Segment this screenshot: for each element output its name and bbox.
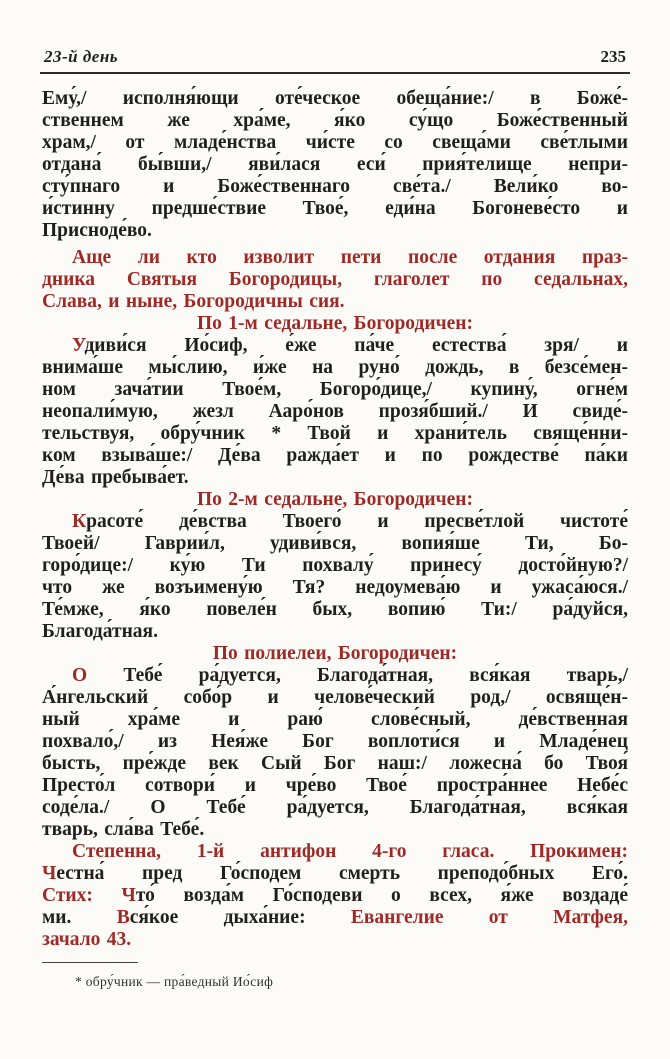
body-text-run: неопали́мую, жезл Ааро́нов прозя́бший./ И свиде́- <box>42 401 628 422</box>
page-number: 235 <box>600 47 626 66</box>
text-line <box>42 247 628 269</box>
text-line <box>42 445 628 467</box>
body-text-run: естна́ пред Го́сподем смерть преподо́бных Его́. <box>56 863 628 884</box>
rubric-text-run: Ч <box>42 863 57 884</box>
page-header <box>44 47 626 67</box>
footnote-text: * обру́чник — пра́ведный Ио́сиф <box>75 974 274 989</box>
heading-sedalen-1 <box>42 313 628 335</box>
text-line <box>42 467 628 489</box>
text-line <box>42 841 628 863</box>
rubric-text-run: О <box>72 665 88 686</box>
text-line <box>42 198 628 220</box>
continuation-paragraph <box>42 88 628 242</box>
body-text-run: сту́пнаго и Боже́ственнаго све́та./ Вели́ко во- <box>42 176 628 197</box>
rubric-text-run: В <box>116 907 130 928</box>
rubric-text-run: По полиелеи, Богородичен: <box>212 643 458 664</box>
body-text-run: ся́кое дыха́ние: <box>129 907 351 928</box>
body-text-run: ный хра́ме и раю́ слове́сный, де́вственная <box>42 709 628 730</box>
rubric-text-run: Стих: Ч <box>42 885 136 906</box>
body-text-run: Те́мже, я́ко повеле́н бых, вопию́ Ти:/ ра́дуйся, <box>42 599 628 620</box>
text-line <box>42 291 628 313</box>
rubric-text-run: зачало 43. <box>42 929 132 950</box>
text-line <box>42 731 628 753</box>
body-text-run: то́ возда́м Го́сподеви о всех, я́же воздаде́ <box>135 885 629 906</box>
body-text-run: храм,/ от младе́нства чи́сте со свеща́ми све́тлыми <box>42 132 628 153</box>
text-line <box>42 511 628 533</box>
text-line <box>42 753 628 775</box>
theotokion-2 <box>42 511 628 643</box>
text-line <box>42 577 628 599</box>
rubric-text-run: По 1-м седальне, Богородичен: <box>197 313 473 334</box>
body-text-run: Присноде́во. <box>42 220 152 241</box>
body-text-run: ми. <box>42 907 117 928</box>
body-text-run: А́нгельский собо́р и челове́ческий род,/ освяще́н- <box>42 687 628 708</box>
text-line <box>42 220 628 242</box>
theotokion-polyeleos <box>42 665 628 841</box>
body-text-run: похвало́,/ из Нея́же Бог воплоти́ся и Младе́нец <box>42 731 628 752</box>
body-text-run: расоте́ де́вства Твоего́ и пресве́тлой чистоте́ <box>86 511 628 532</box>
body-text-run: и́стинну предше́ствие Твое́, еди́на Богоневе́сто и <box>42 198 628 219</box>
text-line <box>42 687 628 709</box>
body-text-run: Де́ва пребыва́ет. <box>42 467 189 488</box>
text-line <box>42 555 628 577</box>
body-text-run: горо́дице:/ ку́ю Ти похвалу́ принесу́ досто́йную?/ <box>42 555 628 576</box>
heading-polyeleos <box>42 643 628 665</box>
text-line <box>42 797 628 819</box>
text-line <box>42 599 628 621</box>
body-text-run: тварь, сла́ва Тебе́. <box>42 819 205 840</box>
theotokion-1 <box>42 335 628 489</box>
stepenna-prokeimenon <box>42 841 628 951</box>
text-line <box>42 885 628 907</box>
body-text-run: диви́ся Ио́сиф, е́же па́че естества́ зря/ и <box>84 335 628 356</box>
text-line <box>42 110 628 132</box>
text-line <box>42 357 628 379</box>
text-line <box>42 489 628 511</box>
text-line <box>42 929 628 951</box>
header-rule <box>40 72 630 74</box>
text-line <box>42 709 628 731</box>
liturgical-text-body <box>42 88 628 951</box>
text-line <box>42 819 628 841</box>
text-line <box>42 533 628 555</box>
rubric-text-run: К <box>72 511 87 532</box>
rubric-text-run: Слава, и ныне, Богородичны сия. <box>42 291 345 312</box>
text-line <box>42 88 628 110</box>
rubric-text-run: У <box>72 335 85 356</box>
text-line <box>42 313 628 335</box>
footnote-rule <box>42 962 138 963</box>
body-text-run: Твоей/ Гаврии́л, удиви́вся, вопия́ше Ти, Бо- <box>42 533 628 554</box>
rubric-text-run: Евангелие от Матфея, <box>350 907 628 928</box>
text-line <box>42 176 628 198</box>
text-line <box>42 643 628 665</box>
text-line <box>42 665 628 687</box>
body-text-run: соде́ла./ О Тебе́ ра́дуется, Благода́тная, вся́кая <box>42 797 628 818</box>
body-text-run: внима́ше мы́слию, и́же на руно́ дождь, в безсе́мен- <box>42 357 628 378</box>
body-text-run: отдана́ бы́вши,/ яви́лася еси́ прия́телище непри- <box>42 154 628 175</box>
text-line <box>42 423 628 445</box>
body-text-run: Тебе́ ра́дуется, Благода́тная, вся́кая тварь,/ <box>87 665 628 686</box>
heading-sedalen-2 <box>42 489 628 511</box>
body-text-run: Ему́,/ исполня́ющи оте́ческое обеща́ние:/ в Боже́- <box>42 88 628 109</box>
text-line <box>42 863 628 885</box>
rubric-text-run: Степенна, 1-й антифон 4-го гласа. Прокимен: <box>72 841 628 862</box>
body-text-run: ственнем же хра́ме, я́ко су́що Боже́ственный <box>42 110 628 131</box>
rubric-text-run: Аще ли кто изволит пети после отдания праз- <box>72 247 628 268</box>
body-text-run: бысть, пре́жде век Сый Бог наш:/ ложесна́ бо Твоя́ <box>42 753 628 774</box>
running-title: 23-й день <box>44 47 119 66</box>
text-line <box>42 775 628 797</box>
body-text-run: ком взыва́ше:/ Де́ва ражда́ет и по рождестве́ па́ки <box>42 445 628 466</box>
text-line <box>42 621 628 643</box>
body-text-run: что же возъимену́ю Тя? недоумева́ю и ужаса́юся./ <box>42 577 628 598</box>
text-line <box>42 154 628 176</box>
rubric-note <box>42 247 628 313</box>
text-line <box>42 132 628 154</box>
text-line <box>42 401 628 423</box>
body-text-run: тельствуя, обру́чник * Твой и храни́тель свяще́нни- <box>42 423 628 444</box>
text-line <box>42 335 628 357</box>
text-line <box>42 379 628 401</box>
body-text-run: Престо́л сотвори́ и чре́во Твое́ простра́ннее Небе́с <box>42 775 628 796</box>
footnote <box>42 962 628 990</box>
rubric-text-run: дника Святыя Богородицы, глаголет по седальнах, <box>42 269 628 290</box>
body-text-run: Благода́тная. <box>42 621 158 642</box>
rubric-text-run: По 2-м седальне, Богородичен: <box>197 489 473 510</box>
text-line <box>42 907 628 929</box>
text-line <box>42 269 628 291</box>
body-text-run: ном зача́тии Твое́м, Богоро́дице,/ купину́, огне́м <box>42 379 628 400</box>
